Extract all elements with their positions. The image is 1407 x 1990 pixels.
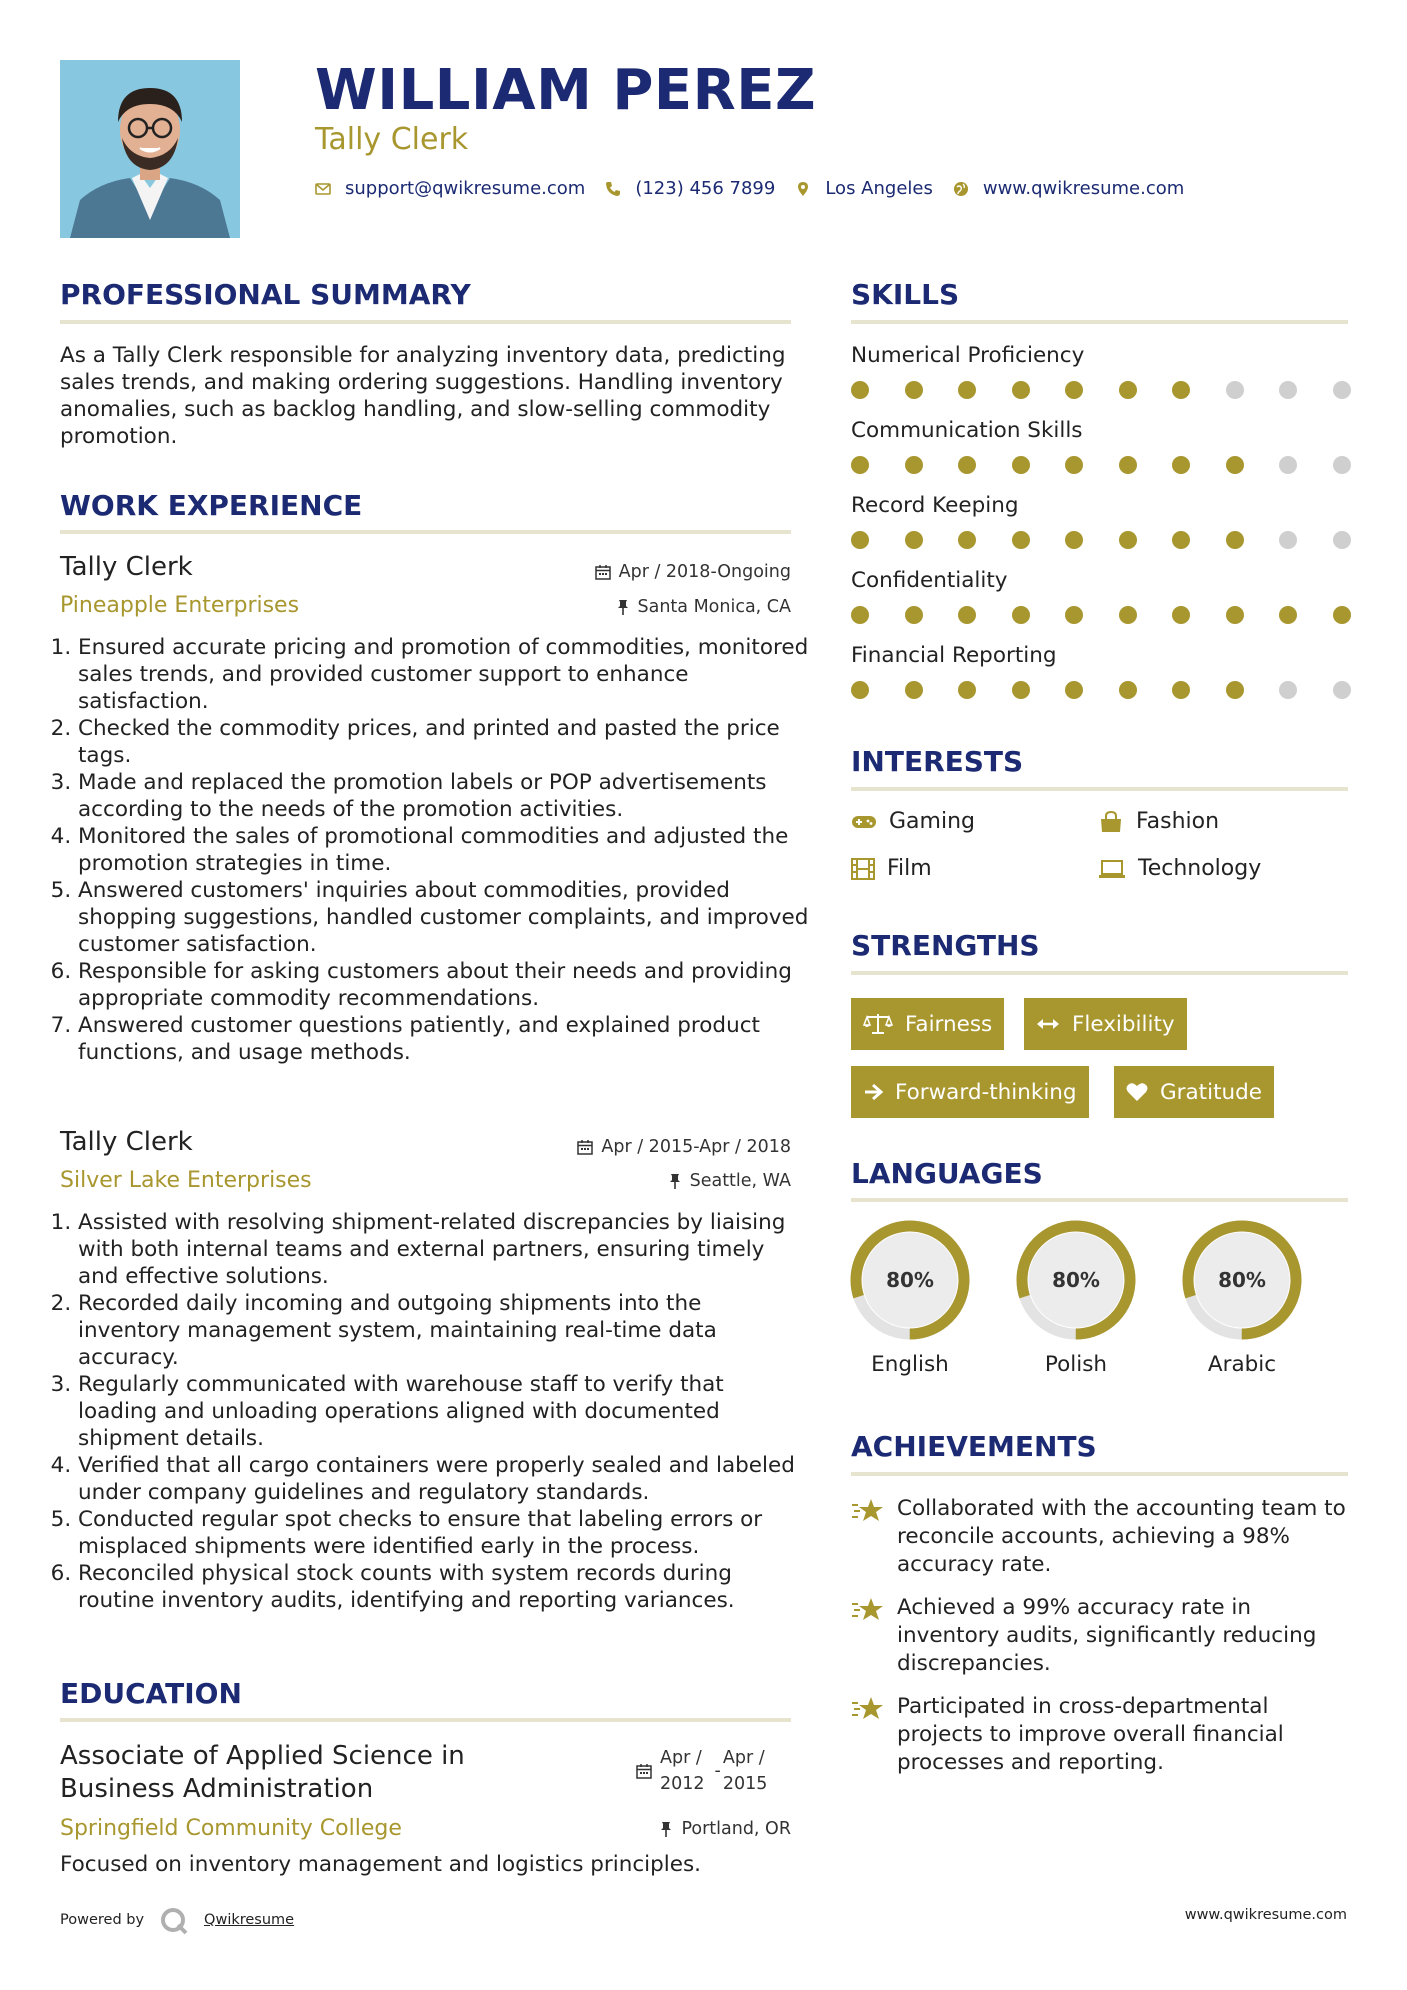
list-item: 4. Monitored the sales of promotional commodities and adjusted the promotion strategies in time. (78, 823, 809, 877)
laptop-icon (1098, 859, 1126, 879)
language-percent: 80% (886, 1268, 934, 1292)
skill-dot (1119, 681, 1137, 699)
language-item (848, 1218, 972, 1377)
skill-dot (1065, 531, 1083, 549)
interest-gaming: Gaming (851, 809, 975, 834)
skill-dot (1172, 681, 1190, 699)
skills-heading: SKILLS (851, 278, 960, 311)
list-item: 2. Checked the commodity prices, and printed and pasted the price tags. (78, 715, 809, 769)
skill-rating (851, 531, 1351, 549)
list-item: 3. Made and replaced the promotion labels or POP advertisements according to the needs of the promotion activities. (78, 769, 809, 823)
heart-icon (1126, 1082, 1148, 1102)
degree-title: Associate of Applied Science in Business Administration (60, 1741, 465, 1804)
skill-dot (1065, 681, 1083, 699)
skill-dot (851, 381, 869, 399)
profile-photo (60, 60, 240, 238)
language-name: English (871, 1352, 949, 1377)
candidate-title: Tally Clerk (315, 122, 469, 157)
skill-dot (1226, 381, 1244, 399)
skill-dot (1065, 606, 1083, 624)
skill-dot (1012, 681, 1030, 699)
skill-dot (1226, 681, 1244, 699)
languages-heading: LANGUAGES (851, 1157, 1043, 1190)
qwikresume-link[interactable]: Qwikresume (204, 1912, 295, 1928)
list-item: 7. Answered customer questions patiently, and explained product functions, and usage methods. (78, 1012, 809, 1066)
skill-rating (851, 681, 1351, 699)
contact-website[interactable]: www.qwikresume.com (953, 178, 1184, 199)
calendar-icon (636, 1763, 652, 1779)
skill-dot (958, 381, 976, 399)
pushpin-icon (659, 1821, 673, 1837)
skill-dot (958, 531, 976, 549)
list-item: 5. Conducted regular spot checks to ensure that labeling errors or misplaced shipments were identified early in the process. (78, 1506, 809, 1560)
language-percent: 80% (1052, 1268, 1100, 1292)
trophy-star-icon (851, 1497, 885, 1525)
education-divider (60, 1718, 791, 1722)
languages-divider (851, 1198, 1348, 1202)
skill-dot (1172, 606, 1190, 624)
skill-dot (1012, 531, 1030, 549)
skill-dot (1119, 456, 1137, 474)
interests-heading: INTERESTS (851, 745, 1024, 778)
skill-dot (1279, 381, 1297, 399)
skill-dot (1279, 606, 1297, 624)
skill-dot (958, 681, 976, 699)
skills-divider (851, 320, 1348, 324)
summary-text: As a Tally Clerk responsible for analyzing inventory data, predicting sales trends, and making ordering suggestions. Handling inventory anomalies, such as backlog handling, and slow-selling commodity promotion. (60, 343, 786, 449)
language-name: Arabic (1207, 1352, 1277, 1377)
qwikresume-logo-icon (158, 1905, 192, 1935)
achievement-text: Participated in cross-departmental projects to improve overall financial processes and reporting. (897, 1694, 1284, 1775)
skill-dot (851, 531, 869, 549)
interests-divider (851, 787, 1348, 791)
skill-dot (1333, 381, 1351, 399)
education-description: Focused on inventory management and logistics principles. (60, 1852, 702, 1877)
skill-dot (1172, 531, 1190, 549)
skill-dot (1012, 456, 1030, 474)
strength-chip-fairness: Fairness (851, 998, 1004, 1050)
experience-divider (60, 530, 791, 534)
achievement-item (851, 1693, 1347, 1777)
interest-fashion: Fashion (1098, 809, 1219, 834)
strength-chip-forward-thinking: Forward-thinking (851, 1066, 1089, 1118)
skill-name: Confidentiality (851, 568, 1008, 593)
skill-dot (905, 456, 923, 474)
language-item (1014, 1218, 1138, 1377)
skill-dot (905, 681, 923, 699)
skill-dot (1119, 531, 1137, 549)
skill-dot (1279, 531, 1297, 549)
contact-location: Los Angeles (795, 178, 933, 199)
skill-dot (1333, 531, 1351, 549)
achievements-divider (851, 1472, 1348, 1476)
phone-icon (605, 181, 621, 197)
skill-dot (1012, 606, 1030, 624)
trophy-star-icon (851, 1695, 885, 1723)
candidate-name: WILLIAM PEREZ (315, 58, 817, 123)
school-name: Springfield Community College (60, 1816, 402, 1841)
list-item: 5. Answered customers' inquiries about commodities, provided shopping suggestions, handled customer complaints, and improved customer satisfaction. (78, 877, 809, 958)
summary-heading: PROFESSIONAL SUMMARY (60, 278, 471, 311)
skill-dot (1333, 681, 1351, 699)
job-duties (60, 1209, 809, 1614)
skill-dot (1279, 456, 1297, 474)
footer-website[interactable]: www.qwikresume.com (1184, 1907, 1347, 1923)
map-pin-icon (795, 181, 811, 197)
job-company: Pineapple Enterprises (60, 593, 300, 618)
skill-dot (1226, 606, 1244, 624)
skill-rating (851, 606, 1351, 624)
language-progress-ring (848, 1218, 972, 1342)
education-heading: EDUCATION (60, 1677, 242, 1710)
experience-heading: WORK EXPERIENCE (60, 489, 363, 522)
education-location: Portland, OR (659, 1819, 791, 1839)
job-company: Silver Lake Enterprises (60, 1168, 312, 1193)
skill-dot (958, 606, 976, 624)
strength-chip-gratitude: Gratitude (1114, 1066, 1274, 1118)
language-name: Polish (1044, 1352, 1108, 1377)
contact-phone[interactable]: (123) 456 7899 (605, 178, 775, 199)
job-location: Santa Monica, CA (616, 597, 792, 617)
calendar-icon (577, 1139, 593, 1155)
language-percent: 80% (1218, 1268, 1266, 1292)
skill-dot (1065, 381, 1083, 399)
achievement-item (851, 1495, 1347, 1579)
skill-dot (958, 456, 976, 474)
skill-dot (1333, 606, 1351, 624)
skill-dot (1119, 381, 1137, 399)
arrow-right-icon (863, 1083, 883, 1101)
job-title: Tally Clerk (60, 552, 193, 582)
strengths-divider (851, 971, 1348, 975)
skill-dot (851, 456, 869, 474)
language-progress-ring (1014, 1218, 1138, 1342)
achievement-item (851, 1594, 1347, 1678)
interest-technology: Technology (1098, 856, 1261, 881)
skill-dot (905, 531, 923, 549)
list-item: 6. Responsible for asking customers about their needs and providing appropriate commodity recommendations. (78, 958, 809, 1012)
list-item: 6. Reconciled physical stock counts with system records during routine inventory audits, identifying and reporting variances. (78, 1560, 809, 1614)
job-dates: Apr / 2018-Ongoing (595, 562, 791, 582)
gamepad-icon (851, 814, 877, 830)
trophy-star-icon (851, 1596, 885, 1624)
globe-icon (953, 181, 969, 197)
skill-dot (1065, 456, 1083, 474)
achievements-heading: ACHIEVEMENTS (851, 1430, 1097, 1463)
pushpin-icon (616, 599, 630, 615)
scale-icon (863, 1012, 893, 1036)
calendar-icon (595, 564, 611, 580)
skill-dot (905, 381, 923, 399)
arrows-horizontal-icon (1036, 1017, 1060, 1031)
language-progress-ring (1180, 1218, 1304, 1342)
summary-divider (60, 320, 791, 324)
list-item: 2. Recorded daily incoming and outgoing shipments into the inventory management system, maintaining real-time data accuracy. (78, 1290, 809, 1371)
skill-dot (1279, 681, 1297, 699)
pushpin-icon (668, 1173, 682, 1189)
job-title: Tally Clerk (60, 1127, 193, 1157)
skill-dot (1226, 456, 1244, 474)
skill-dot (1119, 606, 1137, 624)
skill-name: Record Keeping (851, 493, 1019, 518)
skill-dot (1012, 381, 1030, 399)
job-dates: Apr / 2015-Apr / 2018 (577, 1137, 791, 1157)
list-item: 3. Regularly communicated with warehouse staff to verify that loading and unloading operations aligned with documented shipment details. (78, 1371, 809, 1452)
shopping-bag-icon (1098, 811, 1124, 833)
achievement-text: Collaborated with the accounting team to reconcile accounts, achieving a 98% accuracy rate. (897, 1496, 1346, 1577)
contact-bar (315, 178, 1204, 199)
education-dates: Apr / 2012 - Apr / 2015 (636, 1745, 767, 1797)
list-item: 1. Ensured accurate pricing and promotion of commodities, monitored sales trends, and provided customer support to enhance satisfaction. (78, 634, 809, 715)
film-icon (851, 858, 875, 880)
achievement-text: Achieved a 99% accuracy rate in inventory audits, significantly reducing discrepancies. (897, 1595, 1317, 1676)
footer-powered-by: Powered by Qwikresume (60, 1905, 294, 1935)
skill-name: Numerical Proficiency (851, 343, 1085, 368)
list-item: 1. Assisted with resolving shipment-related discrepancies by liaising with both internal teams and external partners, ensuring timely and effective solutions. (78, 1209, 809, 1290)
strengths-heading: STRENGTHS (851, 929, 1040, 962)
interest-film: Film (851, 856, 932, 881)
envelope-icon (315, 181, 331, 197)
skill-dot (905, 606, 923, 624)
language-item (1180, 1218, 1304, 1377)
skill-dot (1226, 531, 1244, 549)
skill-dot (851, 681, 869, 699)
skill-rating (851, 381, 1351, 399)
job-location: Seattle, WA (668, 1171, 791, 1191)
skill-rating (851, 456, 1351, 474)
skill-name: Financial Reporting (851, 643, 1057, 668)
skill-name: Communication Skills (851, 418, 1083, 443)
list-item: 4. Verified that all cargo containers were properly sealed and labeled under company guidelines and regulatory standards. (78, 1452, 809, 1506)
contact-email[interactable]: support@qwikresume.com (315, 178, 585, 199)
skill-dot (1333, 456, 1351, 474)
skill-dot (1172, 456, 1190, 474)
skill-dot (1172, 381, 1190, 399)
skill-dot (851, 606, 869, 624)
strength-chip-flexibility: Flexibility (1024, 998, 1187, 1050)
job-duties (60, 634, 809, 1066)
